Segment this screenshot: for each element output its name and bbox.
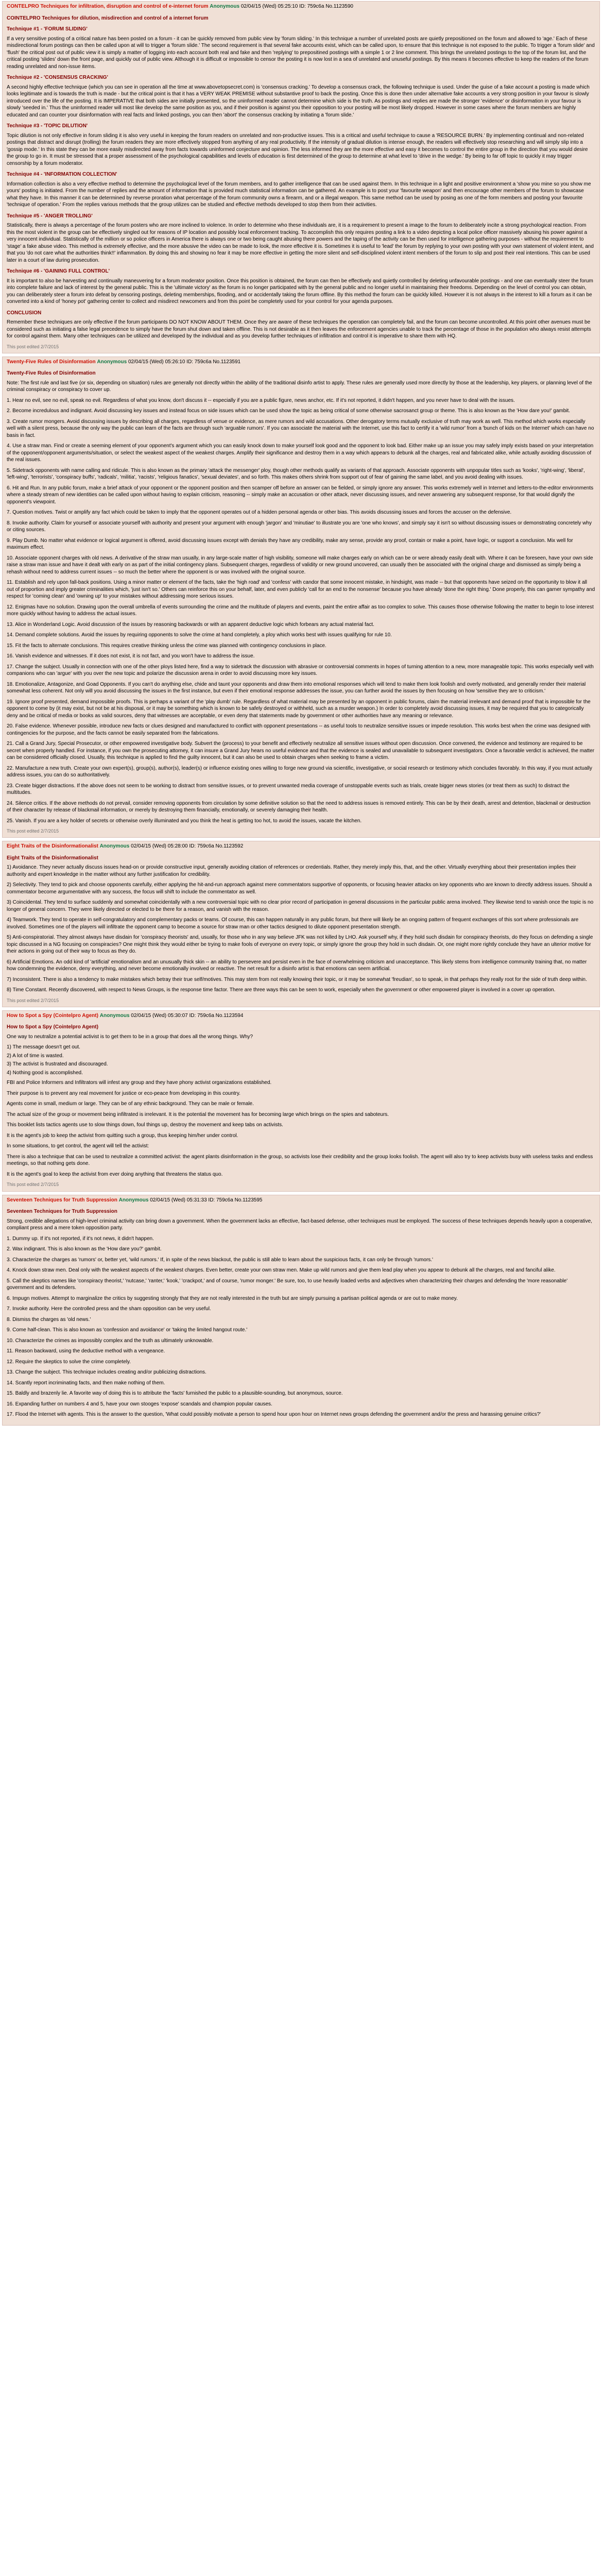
post-edited-note: This post edited 2/7/2015 <box>7 828 59 834</box>
post-how-to-spot-a-spy <box>2 1010 600 1192</box>
post-paragraph: It is the agent's job to keep the activist from quitting such a group, thus keeping him/her under control. <box>7 1132 238 1139</box>
list-item: 1. Dummy up. If it's not reported, if it's not news, it didn't happen. <box>7 1235 154 1242</box>
list-item: 2. Become incredulous and indignant. Avoid discussing key issues and instead focus on side issues which can be used show the topic as being critical of some otherwise sacrosanct group or theme. This is also known as the 'How dare you!' gambit. <box>7 408 571 414</box>
section-heading: Technique #3 - 'TOPIC DILUTION' <box>7 123 88 129</box>
list-item: 8) Time Constant. Recently discovered, with respect to News Groups, is the response time factor. There are three ways this can be seen to work, especially when the government or other empowered player is involved in a cover up operation. <box>7 987 556 993</box>
post-body <box>7 15 595 350</box>
section-paragraph: A second highly effective technique (which you can see in operation all the time at www.abovetopsecret.com) is 'consensus cracking.' To develop a consensus crack, the following technique is used. Under the guise of a fake account a posting is made which looks legitimate and is towards the truth is made - but the critical point is that it has a VERY WEAK PREMISE without substantive proof to back the posting. Once this is done then under alternative fake accounts a very strong position in your favour is slowly introduced over the life of the posting. It is IMPERATIVE that both sides are initially presented, so the uninformed reader cannot determine which side is the truth. As postings and replies are made the stronger 'evidence' or disinformation in your favour is slowly 'seeded in.' Thus the uninformed reader will most like develop the same position as you, and if their position is against you their opposition to your posting will be most likely dropped. However in some cases where the forum members are highly educated and can counter your disinformation with real facts and linked postings, you can then 'abort' the consensus cracking by initiating a 'forum slide.' <box>7 84 590 118</box>
post-paragraph: It is the agent's goal to keep the activist from ever doing anything that threatens the status quo. <box>7 1171 223 1177</box>
post-meta: 02/04/15 (Wed) 05:25:10 ID: 759c6a No.1123590 <box>240 4 353 9</box>
poster-name: Anonymous <box>99 843 130 850</box>
list-item: 2. Wax indignant. This is also known as the 'How dare you?' gambit. <box>7 1246 162 1252</box>
poster-name: Anonymous <box>118 1197 149 1203</box>
post-subject: How to Spot a Spy (Cointelpro Agent) <box>7 1012 98 1019</box>
post-intro: One way to neutralize a potential activist is to get them to be in a group that does all the wrong things. Why? <box>7 1033 253 1040</box>
list-item: 22. Manufacture a new truth. Create your own expert(s), group(s), author(s), leader(s) or influence existing ones willing to forge new ground via scientific, investigative, or social research or testimony which concludes favorably. In this way, if you must actually address issues, you can do so authoritatively. <box>7 765 592 778</box>
list-item: 5. Sidetrack opponents with name calling and ridicule. This is also known as the primary 'attack the messenger' ploy, though other methods qualify as variants of that approach. Associate opponents with unpopular titles such as 'kooks', 'right-wing', 'liberal', 'left-wing', 'terrorists', 'conspiracy buffs', 'radicals', 'militia', 'racists', 'religious fanatics', 'sexual deviates', and so forth. This makes others shrink from support out of fear of gaining the same label, and you avoid dealing with issues. <box>7 467 585 481</box>
list-item: 2) A lot of time is wasted. <box>7 1053 64 1059</box>
list-item: 13. Alice in Wonderland Logic. Avoid discussion of the issues by reasoning backwards or with an apparent deductive logic which forbears any actual material fact. <box>7 621 374 628</box>
post-paragraph: FBI and Police Informers and Infiltrators will infest any group and they have phony activist organizations established. <box>7 1080 272 1086</box>
section-paragraph: If a very sensitive posting of a critical nature has been posted on a forum - it can be quickly removed from public view by 'forum sliding.' In this technique a number of unrelated posts are quietly prepositioned on the forum and allowed to 'age.' Each of these misdirectional forum postings can then be called upon at will to trigger a 'forum slide.' The second requirement is that several fake accounts exist, which can be called upon, to ensure that this technique is not exposed to the public. To trigger a 'forum slide' and 'flush' the critical post out of public view it is simply a matter of logging into each account both real and fake and then 'replying' to prepositined postings with a simple 1 or 2 line comment. This brings the unrelated postings to the top of the forum list, and the critical posting 'slides' down the front page, and quickly out of public view. Although it is difficult or impossible to censor the posting it is now lost in a sea of unrelated and unuseful postings. By this means it becomes effective to keep the readers of the forum reading unrelated and non-issue items. <box>7 36 595 70</box>
list-item: 12. Require the skeptics to solve the crime completely. <box>7 1359 131 1365</box>
post-seventeen-techniques <box>2 1195 600 1426</box>
list-item: 5. Call the skeptics names like 'conspiracy theorist,' 'nutcase,' 'ranter,' 'kook,' 'crackpot,' and of course, 'rumor monger.' Be sure, too, to use heavily loaded verbs and adjectives when characterizing their charges and defending the 'more reasonable' government and its defenders. <box>7 1278 567 1291</box>
section-paragraph: It is important to also be harvesting and continually maneuvering for a forum moderator position. Once this position is obtained, the forum can then be effectively and quietly controlled by deleting unfavourable postings - and one can eventually steer the forum into complete failure and lack of interest by the general public. This is the 'ultimate victory' as the forum is no longer participated with by the general public and no longer useful in maintaining their freedoms. Depending on the level of control you can obtain, you can deliberately steer a forum into defeat by censoring postings, deleting memberships, flooding, and or accidentally taking the forum offline. By this method the forum can be quickly killed. However it is not always in the interest to kill a forum as it can be converted into a kind of 'honey pot' gathering center to collect and misdirect newcomers and from this point be completely used for your control for your agenda purposes. <box>7 278 593 304</box>
list-item: 14. Demand complete solutions. Avoid the issues by requiring opponents to solve the crime at hand completely, a ploy which works best with issues qualifying for rule 10. <box>7 632 392 638</box>
post-subject: Seventeen Techniques for Truth Suppression <box>7 1197 117 1203</box>
post-paragraph: There is also a technique that can be used to neutralize a committed activist: the agent plants disinformation in the group, so activists lose their credibility and the group looks foolish. The agent will also try to keep activists busy with useless tasks and endless meetings, so that nothing gets done. <box>7 1154 593 1167</box>
list-item: 12. Enigmas have no solution. Drawing upon the overall umbrella of events surrounding the crime and the multitude of players and events, paint the entire affair as too complex to solve. This causes those otherwise following the matter to begin to lose interest more quickly without having to address the actual issues. <box>7 604 594 617</box>
poster-name: Anonymous <box>99 1012 130 1019</box>
section-paragraph: Information collection is also a very effective method to determine the psychological level of the forum members, and to gather intelligence that can be used against them. In this technique in a light and positive environment a 'show you mine so you show me yours' posting is initiated. From the number of replies and the amount of information that is provided much statistical information can be gathered. An example is to post your 'favourite weapon' and then encourage other members of the forum to showcase what they have. In this manner it can be determined by reverse proration what percentage of the forum community owns a firearm, and or a illegal weapon. This same method can be used by posing as one of the form members and posting your favourite 'technique of operation.' From the replies various methods that the group utilizes can be studied and effective methods developed to stop them from their activities. <box>7 181 591 208</box>
list-item: 11. Reason backward, using the deductive method with a vengeance. <box>7 1348 165 1354</box>
list-item: 7. Question motives. Twist or amplify any fact which could be taken to imply that the opponent operates out of a hidden personal agenda or other bias. This avoids discussing issues and forces the accuser on the defensive. <box>7 510 512 516</box>
post-intro: Note: The first rule and last five (or six, depending on situation) rules are generally not directly within the ability of the traditional disinfo artist to apply. These rules are generally used more directly by those at the leadership, key players, or planning level of the criminal conspiracy or conspiracy to cover up. <box>7 380 592 393</box>
post-header <box>7 359 595 366</box>
post-intro: Strong, credible allegations of high-level criminal activity can bring down a government. When the government lacks an effective, fact-based defense, other techniques must be employed. The success of these techniques depends heavily upon a cooperative, compliant press and a mere token opposition party. <box>7 1218 592 1231</box>
list-item: 23. Create bigger distractions. If the above does not seem to be working to distract from sensitive issues, or to prevent unwanted media coverage of unstoppable events such as trials, create bigger news stories (or treat them as such) to distract the multitudes. <box>7 783 570 796</box>
post-edited-note: This post edited 2/7/2015 <box>7 344 59 349</box>
list-item: 20. False evidence. Whenever possible, introduce new facts or clues designed and manufactured to conflict with opponent presentations -- as useful tools to neutralize sensitive issues or impede resolution. This works best when the crime was designed with contingencies for the purpose, and the facts cannot be easily separated from the fabrications. <box>7 723 591 736</box>
post-cointelpro-techniques <box>2 1 600 353</box>
list-item: 10. Associate opponent charges with old news. A derivative of the straw man usually, in any large-scale matter of high visibility, someone will make charges early on which can be or were already easily dealt with. Where it can be foreseen, have your own side raise a straw man issue and have it dealt with early on as part of the initial contingency plans. Subsequent charges, regardless of validity or new ground uncovered, can usually then be associated with the original charge and dismissed as simply being a rehash without need to address current issues -- so much the better where the opponent is or was involved with the original source. <box>7 555 593 575</box>
list-item: 8. Dismiss the charges as 'old news.' <box>7 1316 91 1323</box>
post-paragraph: Their purpose is to prevent any real movement for justice or eco-peace from developing in this country. <box>7 1090 240 1096</box>
list-item: 7. Invoke authority. Here the controlled press and the sham opposition can be very useful. <box>7 1306 211 1312</box>
list-item: 4. Knock down straw men. Deal only with the weakest aspects of the weakest charges. Even better, create your own straw men. Make up wild rumors and give them lead play when you appear to debunk all the charges, real and fanciful alike. <box>7 1267 556 1274</box>
section-heading: Technique #6 - 'GAINING FULL CONTROL' <box>7 268 110 274</box>
post-subject: Twenty-Five Rules of Disinformation <box>7 359 96 365</box>
list-item: 6) Artificial Emotions. An odd kind of 'artificial' emotionalism and an unusually thick skin -- an ability to persevere and persist even in the face of overwhelming criticism and unacceptance. This likely stems from intelligence community training that, no matter how condemning the evidence, deny everything, and never become emotionally involved or reactive. The net result for a disinfo artist is that emotions can seem artificial. <box>7 959 587 972</box>
post-meta: 02/04/15 (Wed) 05:31:33 ID: 759c6a No.1123595 <box>150 1197 263 1203</box>
section-paragraph: Topic dilution is not only effective in forum sliding it is also very useful in keeping the forum readers on unrelated and non-productive issues. This is a critical and useful technique to cause a 'RESOURCE BURN.' By implementing continual and non-related postings that distract and disrupt (trolling) the forum readers they are more effectively stopped from anything of any real productivity. If the intensity of gradual dilution is intense enough, the readers will effectively stop researching and will simply slip into a 'gossip mode.' In this state they can be more easily misdirected away from facts towards uninformed conjecture and opinion. The less informed they are the more effective and easy it becomes to control the entire group in the direction that you would desire the group to go in. It must be stressed that a proper assessment of the psychological capabilities and levels of education is first determined of the group to determine at what level to 'drive in the wedge.' By being to far off topic to quickly it may trigger censorship by a forum moderator. <box>7 132 588 166</box>
post-paragraph: Agents come in small, medium or large. They can be of any ethnic background. They can be male or female. <box>7 1101 254 1107</box>
list-item: 1. Hear no evil, see no evil, speak no evil. Regardless of what you know, don't discuss it -- especially if you are a public figure, news anchor, etc. If it's not reported, it didn't happen, and you never have to deal with the issues. <box>7 397 515 403</box>
list-item: 14. Scantly report incriminating facts, and then make nothing of them. <box>7 1380 165 1386</box>
list-item: 15. Fit the facts to alternate conclusions. This requires creative thinking unless the crime was planned with contingency conclusions in place. <box>7 642 326 649</box>
list-item: 4. Use a straw man. Find or create a seeming element of your opponent's argument which you can easily knock down to make yourself look good and the opponent to look bad. Either make up an issue you may safely imply exists based on your interpretation of the opponent/opponent arguments/situation, or select the weakest aspect of the weakest charges. Amplify their significance and destroy them in a way which appears to debunk all the charges, real and fabricated alike, while actually avoiding discussion of the real issues. <box>7 443 594 463</box>
list-item: 5) Anti-conspiratorial. They almost always have disdain for 'conspiracy theorists' and, usually, for those who in any way believe JFK was not killed by LHO. Ask yourself why, if they hold such disdain for conspiracy theorists, do they focus on defending a single topic discussed in a NG focusing on conspiracies? One might think they would either be trying to make fools of everyone on every topic, or simply ignore the group they hold in such disdain. Or, one might more rightly conclude they have an ulterior motive for their actions in going out of their way to focus as they do. <box>7 935 593 955</box>
list-item: 24. Silence critics. If the above methods do not prevail, consider removing opponents from circulation by some definitive solution so that the need to address issues is removed entirely. This can be by their death, arrest and detention, blackmail or destruction of their character by release of blackmail information, or merely by destroying them financially, emotionally, or severely damaging their health. <box>7 800 591 814</box>
post-eight-traits <box>2 841 600 1007</box>
list-item: 16. Expanding further on numbers 4 and 5, have your own stooges 'expose' scandals and champion popular causes. <box>7 1401 272 1407</box>
poster-name: Anonymous <box>97 359 127 365</box>
list-item: 4) Teamwork. They tend to operate in self-congratulatory and complementary packs or teams. Of course, this can happen naturally in any public forum, but there will likely be an ongoing pattern of frequent exchanges of this sort where professionals are involved. Sometimes one of the players will infiltrate the opponent camp to become a source for straw man or other tactics designed to dilute opponent presentation strength. <box>7 917 579 930</box>
post-twenty-five-rules <box>2 357 600 838</box>
post-body <box>7 1208 595 1418</box>
section-paragraph: Remember these techniques are only effective if the forum participants DO NOT KNOW ABOUT THEM. Once they are aware of these techniques the operation can completely fail, and the forum can become uncontrolled. At this point other avenues must be considered such as initiating a false legal precedence to simply have the forum shut down and taken offline. This is not desirable as it then leaves the enforcement agencies unable to track the percentage of those in the population who always resist attempts for control against them. Many other techniques can be utilized and developed by the individual and as you develop further techniques of infiltration and control it is imperative to share them with HQ. <box>7 319 591 339</box>
post-meta: 02/04/15 (Wed) 05:28:00 ID: 759c6a No.1123592 <box>131 843 244 850</box>
list-item: 3) The activist is frustrated and discouraged. <box>7 1061 108 1067</box>
poster-name: Anonymous <box>210 4 240 9</box>
list-item: 3. Characterize the charges as 'rumors' or, better yet, 'wild rumors.' If, in spite of the news blackout, the public is still able to learn about the suspicious facts, it can only be through 'rumors.' <box>7 1257 433 1263</box>
list-item: 19. Ignore proof presented, demand impossible proofs. This is perhaps a variant of the 'play dumb' rule. Regardless of what material may be presented by an opponent in public forums, claim the material irrelevant and demand proof that is impossible for the opponent to come by (it may exist, but not be at his disposal, or it may be something which is known to be safely destroyed or withheld, such as a murder weapon.) In order to completely avoid discussing issues, it may be required that you to categorically deny and be critical of media or books as valid sources, deny that witnesses are acceptable, or even deny that statements made by government or other authorities have any meaning or relevance. <box>7 699 591 719</box>
list-item: 6. Hit and Run. In any public forum, make a brief attack of your opponent or the opponent position and then scamper off before an answer can be fielded, or simply ignore any answer. This works extremely well in Internet and letters-to-the-editor environments where a steady stream of new identities can be called upon without having to explain criticism, reasoning -- simply make an accusation or other attack, never discussing issues, and never answering any subsequent response, for that would dignify the opponent's viewpoint. <box>7 485 594 505</box>
list-item: 17. Flood the Internet with agents. This is the answer to the question, 'What could possibly motivate a person to spend hour upon hour on Internet news groups defending the government and/or the press and harassing genuine critics?' <box>7 1412 541 1418</box>
reasons-list <box>7 1044 595 1076</box>
post-paragraph: The actual size of the group or movement being infiltrated is irrelevant. It is the potential the movement has for becoming large which brings on the spies and saboteurs. <box>7 1111 389 1117</box>
post-edited-note: This post edited 2/7/2015 <box>7 997 59 1003</box>
list-item: 17. Change the subject. Usually in connection with one of the other ploys listed here, find a way to sidetrack the discussion with abrasive or controversial comments in hopes of turning attention to a new, more manageable topic. This works especially well with companions who can 'argue' with you over the new topic and polarize the discussion arena in order to avoid discussing more key issues. <box>7 664 594 677</box>
section-heading: Technique #4 - 'INFORMATION COLLECTION' <box>7 172 117 177</box>
post-header <box>7 1197 595 1204</box>
section-heading: CONCLUSION <box>7 310 42 316</box>
section-heading: Technique #1 - 'FORUM SLIDING' <box>7 26 88 32</box>
post-body <box>7 855 595 1004</box>
post-title: COINTELPRO Techniques for dilution, misdirection and control of a internet forum <box>7 15 209 21</box>
list-item: 3) Coincidental. They tend to surface suddenly and somewhat coincidentally with a new controversial topic with no clear prior record of participation in general discussions in the particular public arena involved. They likewise tend to vanish once the topic is no longer of general concern. They were likely directed or elected to be there for a reason, and vanish with the reason. <box>7 900 594 912</box>
list-item: 1) Avoidance. They never actually discuss issues head-on or provide constructive input, generally avoiding citation of references or credentials. Rather, they merely imply this, that, and the other. Virtually everything about their presentation implies their authority and expert knowledge in the matter without any further justification for credibility. <box>7 865 576 877</box>
list-item: 1) The message doesn't get out. <box>7 1044 80 1050</box>
section-heading: Technique #5 - 'ANGER TROLLING' <box>7 213 93 219</box>
list-item: 4) Nothing good is accomplished. <box>7 1070 83 1076</box>
post-title: How to Spot a Spy (Cointelpro Agent) <box>7 1024 98 1030</box>
list-item: 10. Characterize the crimes as impossibly complex and the truth as ultimately unknowable. <box>7 1337 214 1344</box>
list-item: 7) Inconsistent. There is also a tendency to make mistakes which betray their true self/motives. This may stem from not really knowing their topic, or it may be somewhat 'freudian', so to speak, in that perhaps they really root for the side of truth deep within. <box>7 976 587 982</box>
list-item: 15. Baldly and brazenly lie. A favorite way of doing this is to attribute the 'facts' furnished the public to a plausible-sounding, but anonymous, source. <box>7 1391 343 1397</box>
list-item: 8. Invoke authority. Claim for yourself or associate yourself with authority and present your argument with enough 'jargon' and 'minutiae' to illustrate you are 'one who knows', and simply say it isn't so without discussing issues or demonstrating concretely why or citing sources. <box>7 520 592 533</box>
post-meta: 02/04/15 (Wed) 05:26:10 ID: 759c6a No.1123591 <box>128 359 241 365</box>
list-item: 21. Call a Grand Jury, Special Prosecutor, or other empowered investigative body. Subvert the (process) to your benefit and effectively neutralize all sensitive issues without open discussion. Once convened, the evidence and testimony are required to be secret when properly handled. For instance, if you own the prosecuting attorney, it can insure a Grand Jury hears no useful evidence and that the evidence is sealed and unavailable to subsequent investigators. Once a favorable verdict is achieved, the matter can be considered officially closed. Usually, this technique is applied to find the guilty innocent, but it can also be used to obtain charges when seeking to frame a victim. <box>7 741 595 761</box>
post-meta: 02/04/15 (Wed) 05:30:07 ID: 759c6a No.1123594 <box>131 1012 244 1019</box>
post-body <box>7 1024 595 1188</box>
post-title: Eight Traits of the Disinformationalist <box>7 855 98 861</box>
post-title: Seventeen Techniques for Truth Suppression <box>7 1209 117 1215</box>
list-item: 18. Emotionalize, Antagonize, and Goad Opponents. If you can't do anything else, chide and taunt your opponents and draw them into emotional responses which will tend to make them look foolish and overly motivated, and generally render their material somewhat less coherent. Not only will you avoid discussing the issues in the first instance, but even if their emotional response addresses the issue, you can further avoid the issues by then focusing on how 'sensitive they are to criticism.' <box>7 681 586 694</box>
post-title: Twenty-Five Rules of Disinformation <box>7 370 96 377</box>
list-item: 25. Vanish. If you are a key holder of secrets or otherwise overly illuminated and you think the heat is getting too hot, to avoid the issues, vacate the kitchen. <box>7 818 362 824</box>
post-header <box>7 3 595 10</box>
section-heading: Technique #2 - 'CONSENSUS CRACKING' <box>7 75 108 80</box>
list-item: 3. Create rumor mongers. Avoid discussing issues by describing all charges, regardless of venue or evidence, as mere rumors and wild accusations. Other derogatory terms mutually exclusive of truth may work as well. This method which works especially well with a silent press, because the only way the public can learn of the facts are through such 'arguable rumors'. If you can associate the material with the Internet, use this fact to certify it a 'wild rumor' from a 'bunch of kids on the Internet' which can have no basis in fact. <box>7 418 594 438</box>
post-subject: CONTELPRO Techniques for infiltration, disruption and control of e-internet forum <box>7 4 209 9</box>
post-subject: Eight Traits of the Disinformationalist <box>7 843 98 850</box>
list-item: 9. Play Dumb. No matter what evidence or logical argument is offered, avoid discussing issues except with denials they have any credibility, make any sense, provide any proof, contain or make a point, have logic, or support a conclusion. Mix well for maximum effect. <box>7 537 573 551</box>
thread-page <box>0 1 602 1426</box>
list-item: 2) Selectivity. They tend to pick and choose opponents carefully, either applying the hit-and-run approach against mere commentators supportive of opponents, or focusing heavier attacks on key opponents who are known to directly address issues. Should a commentator become argumentative with any success, the focus will shift to include the commentator as well. <box>7 882 592 895</box>
post-edited-note: This post edited 2/7/2015 <box>7 1182 59 1188</box>
list-item: 6. Impugn motives. Attempt to marginalize the critics by suggesting strongly that they are not really interested in the truth but are simply pursuing a partisan political agenda or are out to make money. <box>7 1295 458 1301</box>
post-header <box>7 843 595 850</box>
section-paragraph: Statistically, there is always a percentage of the forum posters who are more inclined to violence. In order to determine who these individuals are, it is a requirement to present a image to the forum to deliberately incite a strong psychological reaction. From this the most violent in the group can be effectively singled out for reasons of IP location and possibly local enforcement tracking. To accomplish this only requires posting a link to a video depicting a local police officer massively abusing his power against a very innocent individual. Statistically of the million or so police officers in America there is always one or two being caught abusing there powers and the taping of the activity can be then used for intelligence gathering purposes - without the requirement to 'stage' a fake abuse video. This method is extremely effective, and the more abusive the video can be made to look, the more effective it is. Sometimes it is useful to 'lead' the forum by replying to your own posting with your own statement of violent intent, and that you 'do not care what the authorities think!!' inflammation. By doing this and showing no fear it may be more effective in getting the more silent and self-disciplined violent intent members of the forum to slip and post their real intentions. This can be used later in a court of law during prosecution. <box>7 223 594 263</box>
list-item: 13. Change the subject. This technique includes creating and/or publicizing distractions. <box>7 1369 207 1376</box>
list-item: 11. Establish and rely upon fall-back positions. Using a minor matter or element of the facts, take the 'high road' and 'confess' with candor that some innocent mistake, in hindsight, was made -- but that opponents have seized on the opportunity to blow it all out of proportion and imply greater criminalities which, 'just isn't so.' Others can reinforce this on your behalf, later, and even publicly 'call for an end to the nonsense' because you have already 'done the right thing.' Done properly, this can garner sympathy and respect for 'coming clean' and 'owning up' to your mistakes without addressing more serious issues. <box>7 580 595 600</box>
list-item: 16. Vanish evidence and witnesses. If it does not exist, it is not fact, and you won't have to address the issue. <box>7 653 255 659</box>
post-header <box>7 1012 595 1020</box>
post-paragraph: This booklet lists tactics agents use to slow things down, foul things up, destroy the movement and keep tabs on activists. <box>7 1122 283 1128</box>
post-body <box>7 370 595 834</box>
post-paragraph: In some situations, to get control, the agent will tell the activist: <box>7 1143 149 1149</box>
list-item: 9. Come half-clean. This is also known as 'confession and avoidance' or 'taking the limited hangout route.' <box>7 1327 248 1333</box>
